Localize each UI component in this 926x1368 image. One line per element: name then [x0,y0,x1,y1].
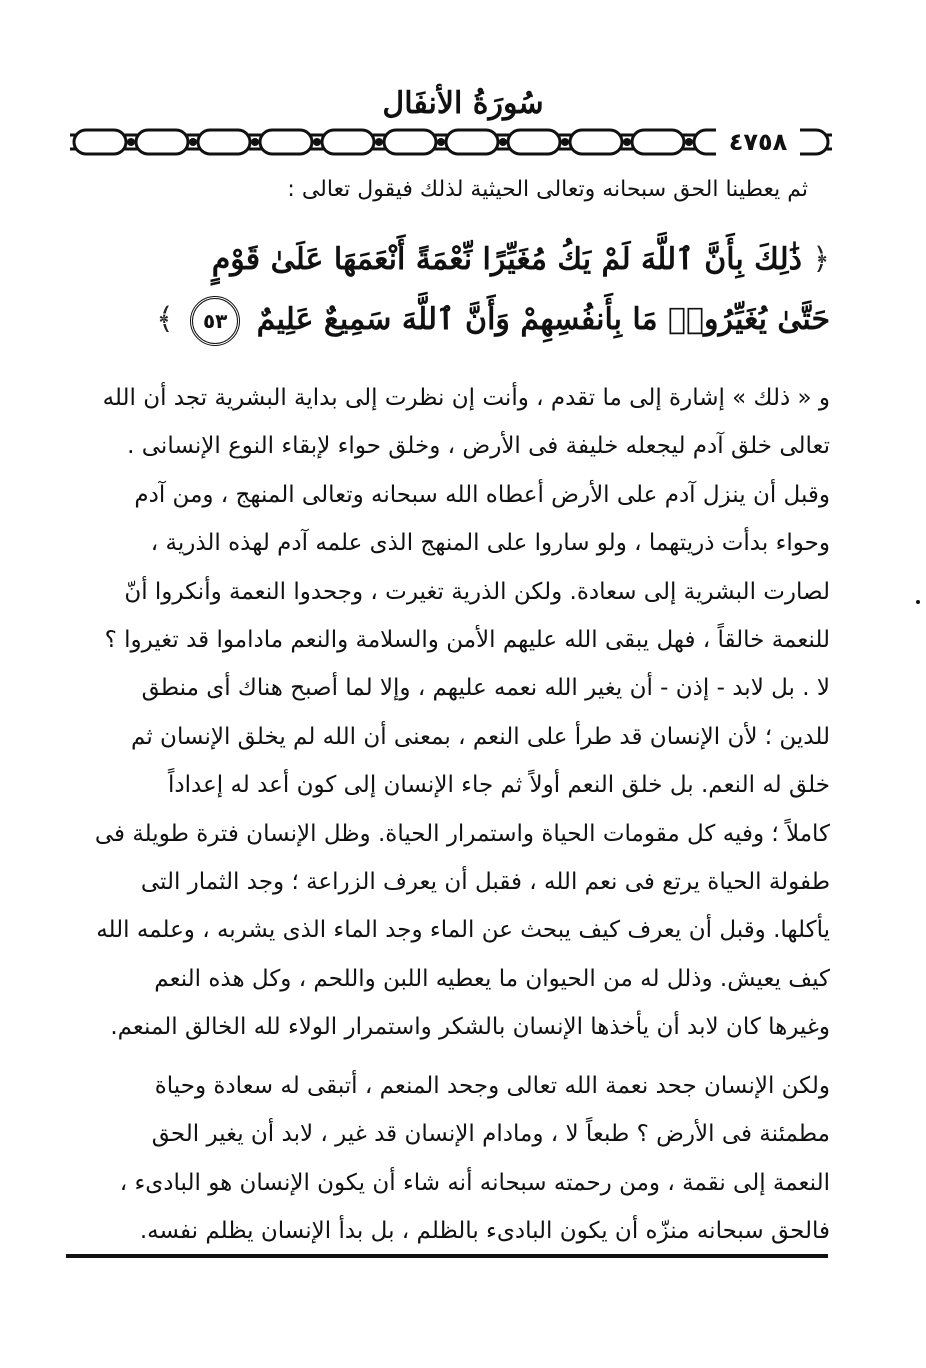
text-line: وغيرها كان لابد أن يأخذها الإنسان بالشكر واستمرار الولاء لله الخالق المنعم. [110,1014,830,1041]
text-line: خلق له النعم. بل خلق النعم أولاً ثم جاء الإنسان إلى كون أعد له إعداداً [167,772,830,799]
verse-close-ornament: ﴾ [156,302,174,337]
verse-text-1: ذَٰلِكَ بِأَنَّ ٱللَّهَ لَمْ يَكُ مُغَيِّرًا نِّعْمَةً أَنْعَمَهَا عَلَىٰ قَوْمٍ [211,242,802,277]
text-line: وقبل أن ينزل آدم على الأرض أعطاه الله سبحانه وتعالى المنهج ، ومن آدم [134,481,830,508]
text-line: للنعمة خالقاً ، فهل يبقى الله عليهم الأمن والسلامة والنعم ماداموا قد تغيروا ؟ [104,627,830,654]
ayah-number-badge: ٥٣ [190,296,240,346]
scan-speck [916,600,920,604]
text-line: كاملاً ؛ وفيه كل مقومات الحياة واستمرار الحياة. وظل الإنسان فترة طويلة فى [94,820,830,847]
surah-title: سُورَةُ الأنفَال [382,86,544,121]
text-line: لا . بل لابد - إذن - أن يغير الله نعمه عليهم ، وإلا لما أصبح هناك أى منطق [141,675,830,702]
quran-verse-line-1 [110,232,830,288]
text-line: كيف يعيش. وذلل له من الحيوان ما يعطيه اللبن واللحم ، وكل هذه النعم [154,965,830,992]
text-line: يأكلها. وقبل أن يعرف كيف يبحث عن الماء وجد الماء الذى يشربه ، وعلمه الله [96,917,830,944]
text-line: طفولة الحياة يرتع فى نعم الله ، فقبل أن يعرف الزراعة ؛ وجد الثمار التى [140,869,830,896]
text-line: فالحق سبحانه منزّه أن يكون البادىء بالظلم ، بل بدأ الإنسان يظلم نفسه. [139,1218,830,1245]
verse-text-2: حَتَّىٰ يُغَيِّرُوا۟ مَا بِأَنفُسِهِمْ وَأَنَّ ٱللَّهَ سَمِيعٌ عَلِيمٌ [256,302,830,337]
quran-verse-line-2 [110,292,830,348]
text-line: للدين ؛ لأن الإنسان قد طرأ على النعم ، بمعنى أن الله لم يخلق الإنسان ثم [131,723,830,750]
text-line: مطمئنة فى الأرض ؟ طبعاً لا ، ومادام الإنسان قد غير ، لابد أن يغير الحق [151,1121,830,1148]
text-line: تعالى خلق آدم ليجعله خليفة فى الأرض ، وخلق حواء لإبقاء النوع الإنسانى . [127,433,830,460]
paragraph-1 [90,374,830,1052]
page-number: ٤٧٥٨ [716,124,800,160]
text-line: وحواء بدأت ذريتهما ، ولو ساروا على المنهج الذى علمه آدم لهذه الذرية ، [150,530,830,557]
text-line: و « ذلك » إشارة إلى ما تقدم ، وأنت إن نظرت إلى بداية البشرية تجد أن الله [102,385,830,411]
paragraph-2 [90,1062,830,1256]
bottom-rule [66,1254,828,1258]
intro-line: ثم يعطينا الحق سبحانه وتعالى الحيثية لذلك فيقول تعالى : [287,177,808,202]
text-line: ولكن الإنسان جحد نعمة الله تعالى وجحد المنعم ، أتبقى له سعادة وحياة [154,1073,830,1099]
verse-open-ornament: ﴿ [812,242,830,277]
text-line: لصارت البشرية إلى سعادة. ولكن الذرية تغيرت ، وجحدوا النعمة وأنكروا أنّ [124,578,830,605]
text-line: النعمة إلى نقمة ، ومن رحمته سبحانه أنه شاء أن يكون الإنسان هو البادىء ، [119,1169,830,1196]
